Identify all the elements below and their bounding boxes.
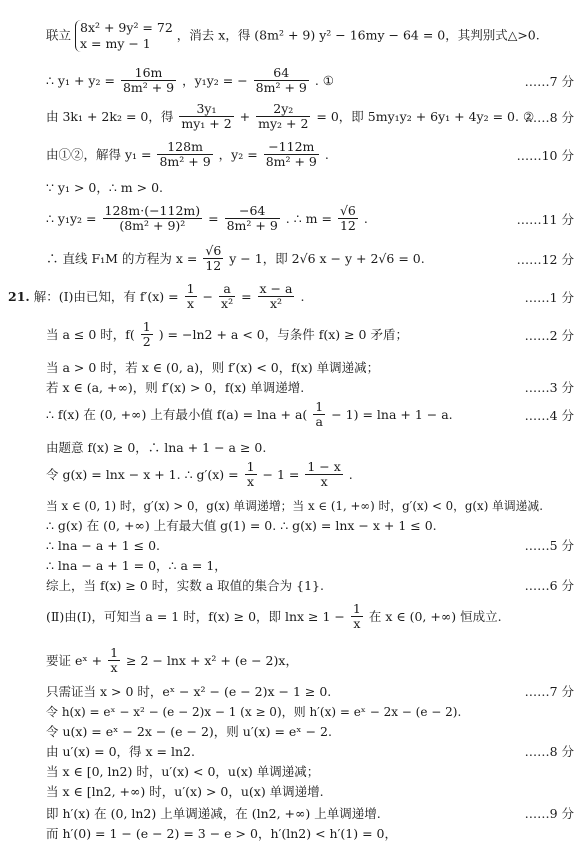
fraction [157,140,212,169]
line-19 [46,602,574,631]
numerator: 1 [246,459,255,474]
score-marker: ……9 分 [524,806,574,821]
line-text: 当 a > 0 时，若 x ∈ (0, a)，则 f′(x) < 0，f(x) 单调递减； [46,360,380,375]
numerator: √6 [339,203,356,218]
line-27 [46,806,574,822]
numerator: 1 [142,319,151,334]
denominator: x [110,660,118,675]
line-text: . [324,146,329,162]
denominator: my₁ + 2 [181,116,232,131]
fraction [256,102,310,131]
denominator: a [315,414,323,429]
line-9 [46,360,574,376]
fraction [254,66,309,95]
score-marker: ……4 分 [524,408,574,423]
denominator: 12 [205,258,222,273]
question-number: 21. [8,288,30,304]
equation-system [75,20,173,52]
line-0 [46,20,574,52]
score-marker: ……8 分 [524,110,574,125]
line-text: − [202,288,214,304]
line-text: 而 h′(0) = 1 − (e − 2) = 3 − e > 0，h′(ln2) < h′(1) = 0， [46,826,397,841]
fraction [225,204,280,233]
line-text: + [239,108,251,124]
line-13 [46,460,574,489]
system-eq-2: x = my − 1 [80,36,151,51]
line-6 [46,244,574,273]
line-text: 联立 [46,27,72,43]
line-text: y − 1，即 2√6 x − y + 2√6 = 0. [229,250,425,266]
score-marker: ……1 分 [524,290,574,305]
numerator: 1 [315,399,324,414]
denominator: x [187,296,195,311]
fraction [258,282,295,311]
score-marker: ……10 分 [516,148,574,163]
line-8 [46,320,574,349]
denominator: 8m² + 9 [122,80,175,95]
numerator: −64 [225,204,280,219]
numerator: a [219,282,235,297]
line-21 [46,684,574,700]
line-text: ∴ g(x) 在 (0, +∞) 上有最大值 g(1) = 0. ∴ g(x) = lnx − x + 1 ≤ 0. [46,518,437,533]
line-text: 在 x ∈ (0, +∞) 恒成立. [368,608,502,624]
system-eq-1: 8x² + 9y² = 72 [80,20,173,35]
line-text: . [363,210,368,226]
line-text: ∴ y₁y₂ = [46,210,97,226]
line-text: 由①②，解得 y₁ = [46,146,152,162]
numerator: √6 [205,243,222,258]
denominator: x [320,474,328,489]
line-text: 令 h(x) = eˣ − x² − (e − 2)x − 1 (x ≥ 0)，则 h′(x) = eˣ − 2x − (e − 2). [46,705,462,719]
line-5 [46,204,574,233]
line-22 [46,704,574,720]
denominator: x² [221,296,234,311]
numerator: 2y₂ [256,102,310,117]
score-marker: ……11 分 [516,212,574,227]
line-20 [46,646,574,675]
fraction [141,320,153,349]
line-text: 解：(Ⅰ)由已知，有 f′(x) = [33,288,179,304]
fraction [179,102,233,131]
line-7 [8,282,574,311]
score-marker: ……7 分 [524,74,574,89]
line-text: ∴ y₁ + y₂ = [46,72,115,88]
score-marker: ……7 分 [524,684,574,699]
fraction [351,602,363,631]
line-text: = [208,210,219,226]
denominator: 8m² + 9 [159,154,211,169]
numerator: 64 [254,66,309,81]
fraction [108,646,120,675]
denominator: 2 [142,334,151,349]
line-11 [46,400,574,429]
line-text: 由 3k₁ + 2k₂ = 0，得 [46,108,174,124]
denominator: 8m² + 9 [255,80,307,95]
line-3 [46,140,574,169]
line-17 [46,558,574,574]
line-1 [46,66,574,95]
numerator: 1 [110,645,119,660]
line-text: . [348,466,353,482]
score-marker: ……8 分 [524,744,574,759]
fraction [313,400,325,429]
line-text: ∵ y₁ > 0，∴ m > 0. [46,180,163,195]
line-2 [46,102,574,131]
line-14 [46,498,574,514]
numerator: x − a [259,281,293,296]
fraction [305,460,342,489]
denominator: 8m² + 9 [265,154,317,169]
numerator: −112m [264,140,319,155]
line-text: 当 a ≤ 0 时，f( [46,326,135,342]
fraction [245,460,257,489]
score-marker: ……5 分 [524,538,574,553]
denominator: x [353,616,361,631]
line-text: = 0，即 5my₁y₂ + 6y₁ + 4y₂ = 0. ② [316,108,535,124]
line-text: 要证 eˣ + [46,652,103,668]
line-text: . ① [314,72,334,88]
score-marker: ……2 分 [524,328,574,343]
line-text: 综上，当 f(x) ≥ 0 时，实数 a 取值的集合为 {1}. [46,578,324,593]
line-text: 即 h′(x) 在 (0, ln2) 上单调递减，在 (ln2, +∞) 上单调递增. [46,806,381,821]
line-text: ，y₁y₂ = − [182,72,248,88]
line-18 [46,578,574,594]
line-text: ，消去 x，得 (8m² + 9) y² − 16my − 64 = 0，其判别式△>0. [176,27,540,43]
score-marker: ……3 分 [524,380,574,395]
fraction [185,282,197,311]
fraction [121,66,176,95]
numerator: 1 [186,281,195,296]
line-text: = [241,288,252,304]
line-text: − 1 = [262,466,300,482]
numerator: 1 − x [307,459,341,474]
line-16 [46,538,574,554]
numerator: 3y₁ [179,102,233,117]
denominator: my₂ + 2 [258,116,309,131]
line-text: 当 x ∈ (0, 1) 时，g′(x) > 0，g(x) 单调递增；当 x ∈ (1, +∞) 时，g′(x) < 0，g(x) 单调递减. [46,499,543,513]
line-23 [46,724,574,740]
line-24 [46,744,574,760]
denominator: x [247,474,255,489]
line-10 [46,380,574,396]
fraction [219,282,235,311]
line-12 [46,440,574,456]
score-marker: ……6 分 [524,578,574,593]
line-4 [46,180,574,196]
fraction [264,140,319,169]
numerator: 1 [352,601,361,616]
line-text: ≥ 2 − lnx + x² + (e − 2)x， [126,652,298,668]
line-text: 若 x ∈ (a, +∞)，则 f′(x) > 0，f(x) 单调递增. [46,380,305,395]
score-marker: ……12 分 [516,252,574,267]
line-text: ∴ lna − a + 1 ≤ 0. [46,538,161,553]
line-text: (Ⅱ)由(Ⅰ)，可知当 a = 1 时，f(x) ≥ 0，即 lnx ≥ 1 − [46,608,345,624]
denominator: 12 [339,218,356,233]
line-text: ，y₂ = [218,146,258,162]
line-28 [46,826,574,842]
numerator: 128m [157,140,212,155]
line-text: 由题意 f(x) ≥ 0，∴ lna + 1 − a ≥ 0. [46,440,267,455]
line-text: ∴ lna − a + 1 = 0，∴ a = 1， [46,558,227,573]
numerator: 16m [121,66,176,81]
line-text: . ∴ m = [285,210,332,226]
line-text: 由 u′(x) = 0，得 x = ln2. [46,744,195,759]
line-26 [46,784,574,800]
line-text: 令 u(x) = eˣ − 2x − (e − 2)，则 u′(x) = eˣ − 2. [46,724,332,739]
line-text: 当 x ∈ [0, ln2) 时，u′(x) < 0，u(x) 单调递减； [46,764,320,779]
line-text: − 1) = lna + 1 − a. [331,406,453,422]
denominator: 8m² + 9 [226,218,278,233]
line-text: 当 x ∈ [ln2, +∞) 时，u′(x) > 0，u(x) 单调递增. [46,784,324,799]
fraction [103,204,203,233]
fraction [203,244,223,273]
numerator: 128m·(−112m) [104,203,201,218]
line-text: 只需证当 x > 0 时，eˣ − x² − (e − 2)x − 1 ≥ 0. [46,684,332,699]
line-text: ∴ 直线 F₁M 的方程为 x = [46,250,198,266]
line-15 [46,518,574,534]
fraction [338,204,358,233]
denominator: (8m² + 9)² [119,218,186,233]
line-text: 令 g(x) = lnx − x + 1. ∴ g′(x) = [46,466,239,482]
line-text: ∴ f(x) 在 (0, +∞) 上有最小值 f(a) = lna + a( [46,406,308,422]
line-25 [46,764,574,780]
line-text: . [300,288,305,304]
line-text: ) = −ln2 + a < 0，与条件 f(x) ≥ 0 矛盾； [158,326,408,342]
denominator: x² [269,296,283,311]
